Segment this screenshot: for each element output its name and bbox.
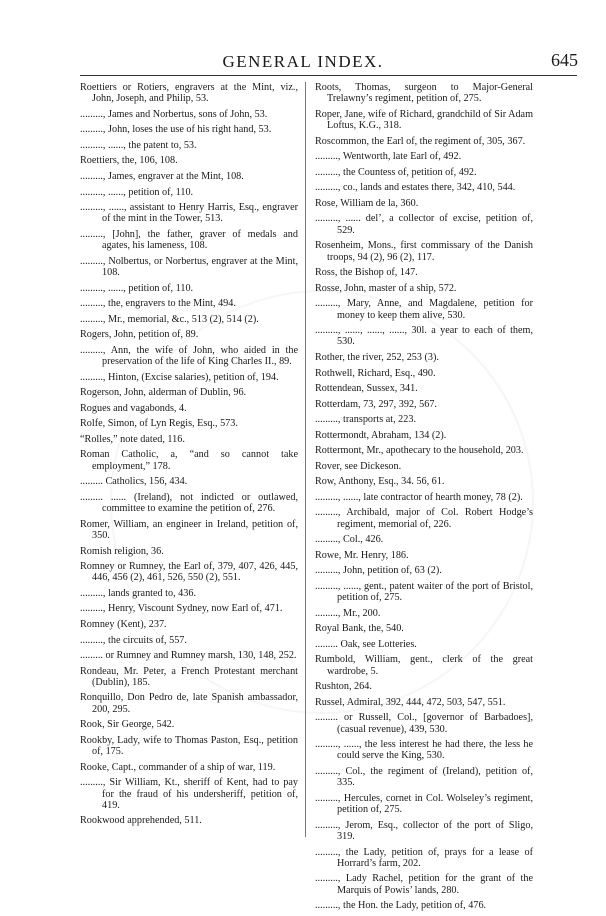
index-entry: Rose, William de la, 360. (315, 197, 419, 209)
index-entry: ........., [John], the father, graver of medals and agates, his lameness, 108. (80, 228, 298, 252)
index-entry: Rooke, Capt., commander of a ship of war, 119. (80, 761, 276, 773)
index-entry: ........., ...... del’, a collector of excise, petition of, 529. (315, 213, 533, 236)
index-entry: Roettiers, the, 106, 108. (80, 155, 178, 167)
index-entry: Rover, see Dickeson. (315, 460, 402, 472)
index-entry: Roper, Jane, wife of Richard, grandchild of Sir Adam Loftus, K.G., 318. (315, 108, 533, 132)
index-entry: Rook, Sir George, 542. (80, 719, 175, 731)
index-entry: ........., Lady Rachel, petition for the grant of the Marquis of Powis’ lands, 280. (315, 873, 533, 896)
index-entry: Rottendean, Sussex, 341. (315, 383, 418, 395)
index-entry: Rowe, Mr. Henry, 186. (315, 549, 409, 561)
index-entry: ........., co., lands and estates there, 342, 410, 544. (315, 182, 516, 194)
index-entry: ........., James, engraver at the Mint, 108. (80, 171, 244, 182)
index-entry: ........., Col., 426. (315, 534, 384, 546)
index-entry: Rondeau, Mr. Peter, a French Protestant merchant (Dublin), 185. (80, 665, 298, 688)
index-entry: ........., lands granted to, 436. (80, 587, 197, 599)
index-entry: Russel, Admiral, 392, 444, 472, 503, 547, 551. (315, 696, 506, 708)
index-entry: ........., the Lady, petition of, prays for a lease of Horrard’s farm, 202. (315, 846, 533, 869)
index-entry: Rothwell, Richard, Esq., 490. (315, 367, 436, 379)
index-entry: Rookwood apprehended, 511. (80, 815, 202, 827)
index-entry: Roscommon, the Earl of, the regiment of, 305, 367. (315, 135, 526, 147)
page-header (0, 50, 606, 74)
index-entry: Rookby, Lady, wife to Thomas Paston, Esq., petition of, 175. (80, 734, 298, 758)
index-entry: ......... Catholics, 156, 434. (80, 476, 188, 488)
header-rule (80, 75, 577, 76)
index-entry: ........., Jerom, Esq., collector of the port of Sligo, 319. (315, 819, 533, 842)
index-entry: ........., ......, late contractor of hearth money, 78 (2). (315, 491, 523, 503)
index-entry: ........., ......, petition of, 110. (80, 282, 194, 294)
index-entry: Ross, the Bishop of, 147. (315, 267, 418, 279)
index-entry: ........., the, engravers to the Mint, 494. (80, 298, 236, 310)
index-entry: Roettiers or Rotiers, engravers at the Mint, viz., John, Joseph, and Philip, 53. (80, 82, 298, 105)
index-entry: ........., Mr., 200. (315, 607, 381, 619)
index-entry: ........., ......, the patent to, 53. (80, 139, 197, 151)
index-entry: ........., Nolbertus, or Norbertus, engraver at the Mint, 108. (80, 255, 298, 279)
index-entry: Rolfe, Simon, of Lyn Regis, Esq., 573. (80, 418, 238, 430)
index-entry: ........., Hinton, (Excise salaries), petition of, 194. (80, 371, 279, 383)
page-number: 645 (551, 50, 578, 70)
index-entry: Romney (Kent), 237. (80, 618, 167, 630)
index-entry: Row, Anthony, Esq., 34. 56, 61. (315, 476, 445, 488)
index-entry: ........., the circuits of, 557. (80, 634, 187, 646)
index-entry: Romer, William, an engineer in Ireland, petition of, 350. (80, 518, 298, 541)
index-entry: ......... or Rumney and Rumney marsh, 130, 148, 252. (80, 650, 297, 662)
index-entry: Romney or Rumney, the Earl of, 379, 407, 426, 445, 446, 456 (2), 461, 526, 550 (2), 551. (80, 561, 298, 584)
index-entry: ........., John, petition of, 63 (2). (315, 565, 442, 577)
running-title: GENERAL INDEX. (222, 52, 384, 71)
index-entry: ........., Wentworth, late Earl of, 492. (315, 151, 462, 163)
index-entry: ........., John, loses the use of his right hand, 53. (80, 124, 272, 136)
index-entry: Roman Catholic, a, “and so cannot take employment,” 178. (80, 449, 298, 472)
index-entry: ........., ......, petition of, 110. (80, 186, 194, 198)
index-entry: “Rolles,” note dated, 116. (80, 433, 185, 445)
index-column-right (315, 82, 533, 916)
index-entry: ........., Mr., memorial, &c., 513 (2), 514 (2). (80, 313, 259, 325)
index-entry: Rottermont, Mr., apothecary to the household, 203. (315, 445, 524, 457)
index-entry: ........., the Hon. the Lady, petition of, 476. (315, 900, 487, 912)
index-entry: ........., Henry, Viscount Sydney, now Earl of, 471. (80, 603, 283, 615)
index-entry: ........., ......, assistant to Henry Harris, Esq., engraver of the mint in the Tower, 513. (80, 202, 298, 225)
index-entry: Rogues and vagabonds, 4. (80, 402, 187, 414)
index-entry: Rother, the river, 252, 253 (3). (315, 351, 439, 363)
index-entry: ......... or Russell, Col., [governor of Barbadoes], (casual revenue), 439, 530. (315, 712, 533, 735)
column-separator (305, 82, 306, 837)
index-entry: ........., Mary, Anne, and Magdalene, petition for money to keep them alive, 530. (315, 298, 533, 321)
index-entry: Rottermondt, Abraham, 134 (2). (315, 429, 447, 441)
index-entry: ........., Sir William, Kt., sheriff of Kent, had to pay for the fraud of his undersheriff, petition of, 419. (80, 777, 298, 811)
index-entry: Rosse, John, master of a ship, 572. (315, 282, 457, 294)
index-entry: Romish religion, 36. (80, 545, 164, 557)
index-entry: Roots, Thomas, surgeon to Major-General Trelawny’s regiment, petition of, 275. (315, 82, 533, 105)
index-entry: ........., ......, ......, ......, 30l. a year to each of them, 530. (315, 325, 533, 348)
index-entry: ........., Archibald, major of Col. Robert Hodge’s regiment, memorial of, 226. (315, 507, 533, 530)
index-entry: Rosenheim, Mons., first commissary of the Danish troops, 94 (2), 96 (2), 117. (315, 240, 533, 263)
index-entry: Rumbold, William, gent., clerk of the great wardrobe, 5. (315, 654, 533, 677)
index-entry: ......... Oak, see Lotteries. (315, 638, 417, 650)
index-entry: ........., ......, the less interest he had there, the less he could serve the King, 530. (315, 739, 533, 762)
index-entry: Rushton, 264. (315, 681, 372, 693)
index-entry: Rotterdam, 73, 297, 392, 567. (315, 398, 437, 410)
index-entry: ........., Col., the regiment of (Ireland), petition of, 335. (315, 765, 533, 789)
index-entry: ........., ......, gent., patent waiter of the port of Bristol, petition of, 275. (315, 580, 533, 604)
index-entry: ........., the Countess of, petition of, 492. (315, 166, 477, 178)
index-entry: Rogerson, John, alderman of Dublin, 96. (80, 387, 247, 399)
index-entry: ......... ...... (Ireland), not indicted or outlawed, committee to examine the petition of, 276. (80, 491, 298, 515)
index-entry: Rogers, John, petition of, 89. (80, 329, 199, 341)
index-column-left (80, 82, 298, 831)
index-entry: ........., Ann, the wife of John, who aided in the preservation of the life of King Charles II., 89. (80, 344, 298, 368)
index-entry: ........., James and Norbertus, sons of John, 53. (80, 108, 268, 120)
index-entry: Ronquillo, Don Pedro de, late Spanish ambassador, 200, 295. (80, 692, 298, 715)
index-entry: Royal Bank, the, 540. (315, 623, 404, 635)
index-entry: ........., Hercules, cornet in Col. Wolseley’s regiment, petition of, 275. (315, 792, 533, 816)
index-entry: ........., transports at, 223. (315, 414, 417, 426)
